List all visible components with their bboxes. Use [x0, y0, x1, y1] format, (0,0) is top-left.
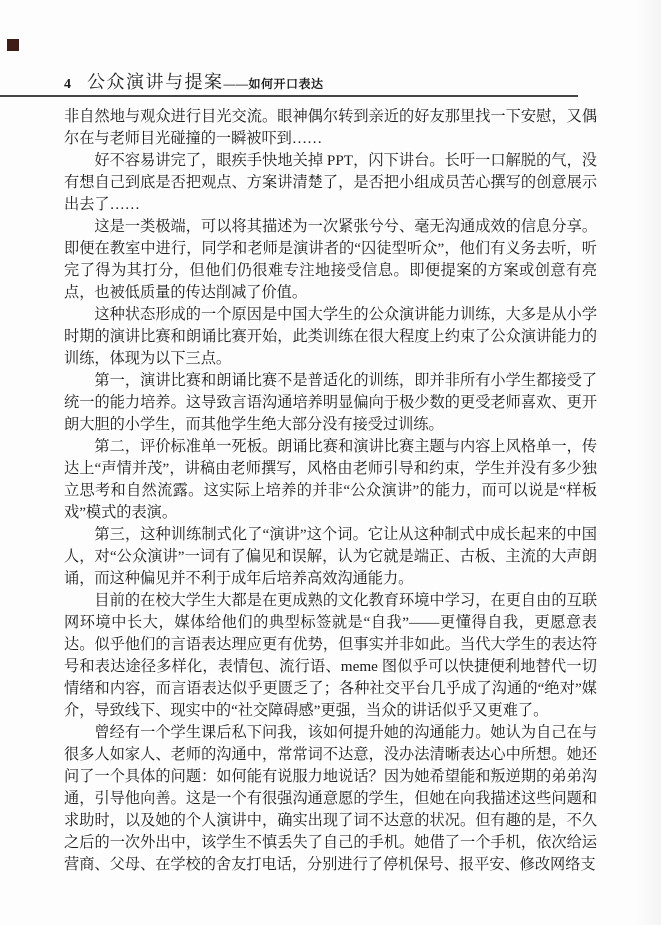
body-paragraph: 第二，评价标准单一死板。朗诵比赛和演讲比赛主题与内容上风格单一，传达上“声情并茂”，讲稿由老师撰写，风格由老师引导和约束，学生并没有多少独立思考和自然流露。这实际上培养的并非“公众演讲”的能力，而可以说是“样板戏”模式的表演。 [64, 438, 597, 521]
body-paragraph: 目前的在校大学生大都是在更成熟的文化教育环境中学习，在更自由的互联网环境中长大，媒体给他们的典型标签就是“自我”——更懂得自我，更愿意表达。似乎他们的言语表达理应更有优势，但事实并非如此。当代大学生的表达符号和表达途径多样化，表情包、流行语、meme 图似乎可以快捷便利地替代一切情绪和内容，而言语表达似乎更匮乏了；各种社交平台几乎成了沟通的“绝对”媒介，导致线下、现实中的“社交障碍感”更强，当众的讲话似乎又更难了。 [64, 592, 597, 719]
running-head [64, 68, 597, 94]
book-subtitle: ——如何开口表达 [223, 77, 324, 91]
body-paragraph: 好不容易讲完了，眼疾手快地关掉 PPT，闪下讲台。长吁一口解脱的气，没有想自己到底是否把观点、方案讲清楚了，是否把小组成员苦心撰写的创意展示出去了…… [64, 152, 597, 213]
body-paragraph: 这种状态形成的一个原因是中国大学生的公众演讲能力训练，大多是从小学时期的演讲比赛和朗诵比赛开始，此类训练在很大程度上约束了公众演讲能力的训练，体现为以下三点。 [64, 306, 597, 367]
body-text [64, 106, 597, 876]
body-paragraph: 第三，这种训练制式化了“演讲”这个词。它让从这种制式中成长起来的中国人，对“公众演讲”一词有了偏见和误解，认为它就是端正、古板、主流的大声朗诵，而这种偏见并不利于成年后培养高效沟通能力。 [64, 526, 597, 587]
header-rule [0, 95, 578, 97]
body-paragraph: 这是一类极端，可以将其描述为一次紧张兮兮、毫无沟通成效的信息分享。即便在教室中进行，同学和老师是演讲者的“囚徒型听众”，他们有义务去听，听完了得为其打分，但他们仍很难专注地接受信息。即便提案的方案或创意有亮点，也被低质量的传达削减了价值。 [64, 218, 597, 301]
body-paragraph: 曾经有一个学生课后私下问我，该如何提升她的沟通能力。她认为自己在与很多人如家人、老师的沟通中，常常词不达意，没办法清晰表达心中所想。她还问了一个具体的问题：如何能有说服力地说话？因为她希望能和叛逆期的弟弟沟通，引导他向善。这是一个有很强沟通意愿的学生，但她在向我描述这些问题和求助时，以及她的个人演讲中，确实出现了词不达意的状况。但有趣的是，不久之后的一次外出中，该学生不慎丢失了自己的手机。她借了一个手机，依次给运营商、父母、在学校的舍友打电话，分别进行了停机保号、报平安、修改网络支 [64, 724, 597, 873]
body-paragraph: 非自然地与观众进行目光交流。眼神偶尔转到亲近的好友那里找一下安慰，又偶尔在与老师目光碰撞的一瞬被吓到…… [64, 108, 597, 147]
body-paragraph: 第一，演讲比赛和朗诵比赛不是普适化的训练，即并非所有小学生都接受了统一的能力培养。这导致言语沟通培养明显偏向于极少数的更受老师喜欢、更开朗大胆的小学生，而其他学生绝大部分没有接受过训练。 [64, 372, 597, 433]
scan-corner-mark [7, 39, 19, 51]
page-number: 4 [64, 77, 71, 92]
book-title: 公众演讲与提案 [87, 72, 224, 92]
